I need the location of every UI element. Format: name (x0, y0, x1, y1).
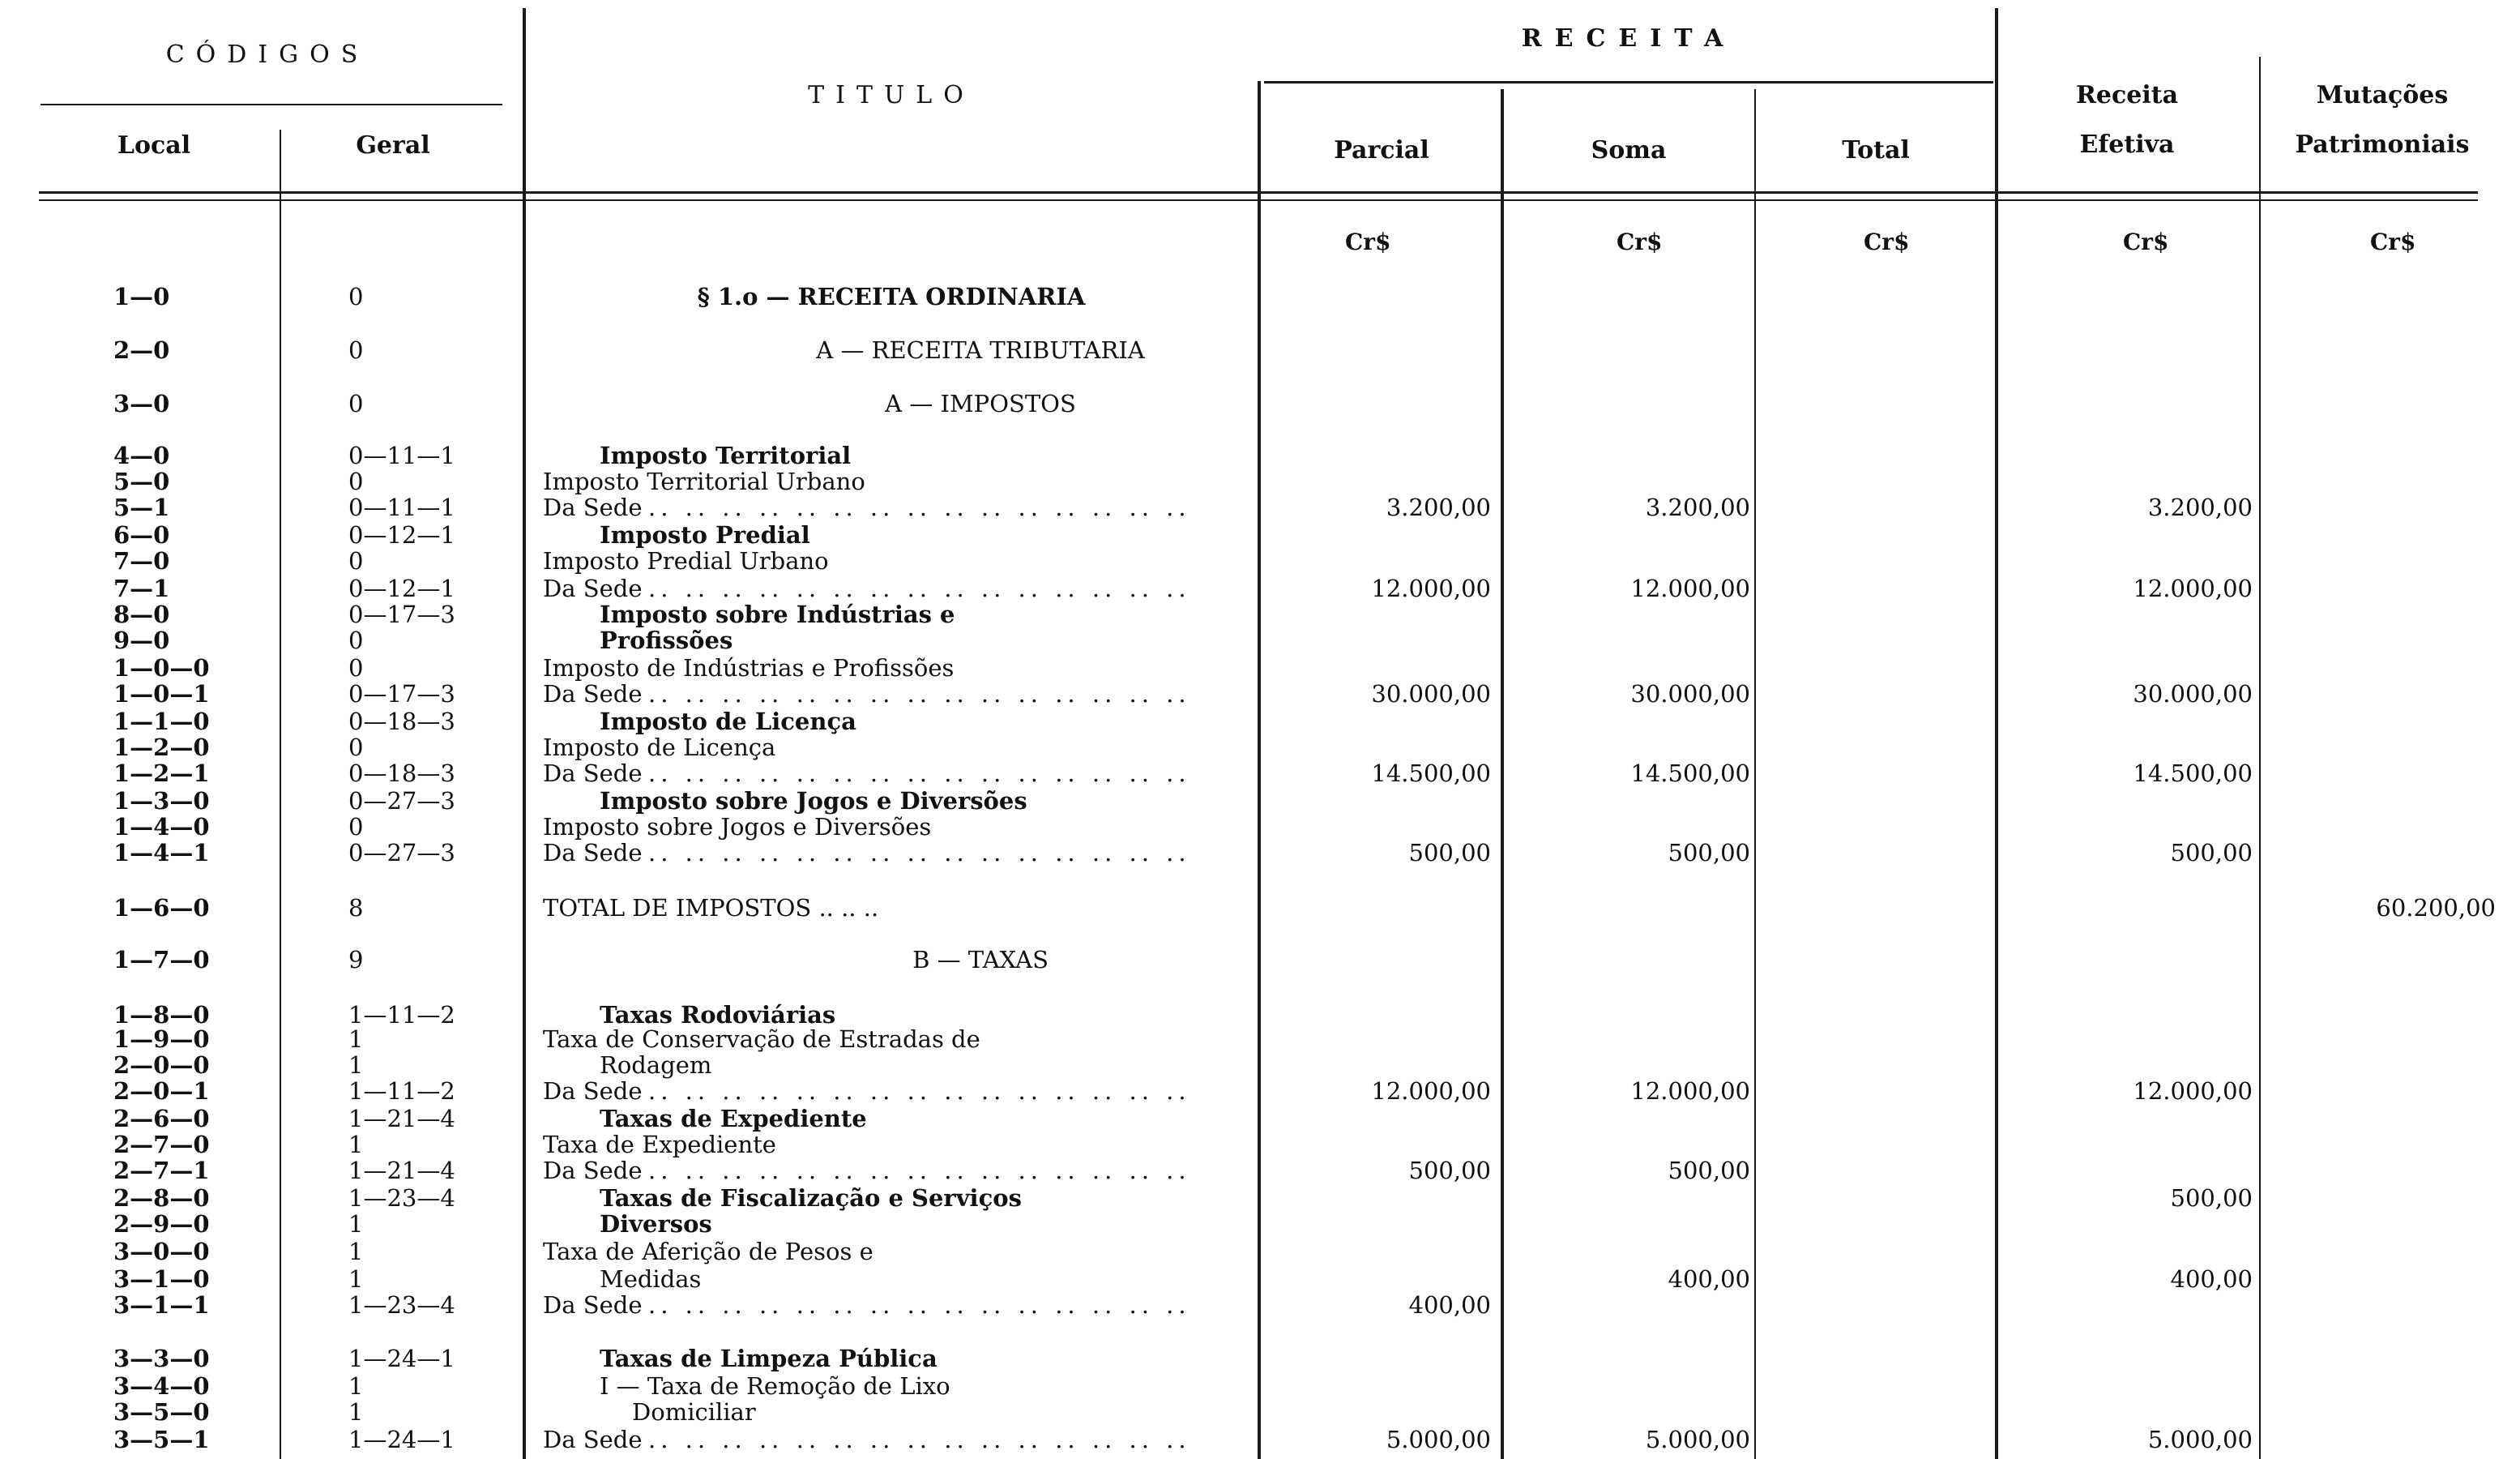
header-local: Local (117, 131, 191, 160)
code-local: 1—9—0 (113, 1025, 210, 1053)
row-title: Da Sede (543, 759, 643, 787)
header-titulo: TITULO (808, 81, 975, 109)
row-title: Taxas de Fiscalização e Serviços (600, 1184, 1022, 1212)
value-parcial: 500,00 (1408, 839, 1491, 866)
row-title: Imposto sobre Indústrias e (600, 601, 955, 628)
row-title: TOTAL DE IMPOSTOS .. .. .. (543, 894, 879, 922)
table-row (0, 840, 2520, 866)
code-geral: 0—27—3 (348, 787, 455, 815)
currency-soma: Cr$ (1617, 229, 1663, 255)
table-row (0, 1078, 2520, 1104)
table-row (0, 895, 2520, 921)
row-title: Imposto Territorial Urbano (543, 468, 865, 495)
row-title: Da Sede (543, 1291, 643, 1319)
row-title: I — Taxa de Remoção de Lixo (600, 1372, 950, 1400)
table-row (0, 1239, 2520, 1264)
value-receita-efetiva: 12.000,00 (2133, 1077, 2253, 1105)
table-row (0, 469, 2520, 494)
value-receita-efetiva: 3.200,00 (2147, 494, 2253, 521)
code-geral: 1 (348, 1131, 364, 1158)
header-receita-efetiva (2001, 81, 2253, 159)
header-receita: RECEITA (1521, 24, 1736, 53)
row-title: Imposto de Indústrias e Profissões (543, 654, 955, 682)
code-geral: 1 (348, 1372, 364, 1400)
code-local: 2—9—0 (113, 1210, 210, 1238)
code-local: 1—0—0 (113, 654, 210, 682)
table-row (0, 494, 2520, 520)
header-parcial: Parcial (1334, 136, 1429, 165)
code-geral: 1 (348, 1051, 364, 1079)
table-row (0, 760, 2520, 786)
table-row (0, 1266, 2520, 1292)
code-geral: 1—23—4 (348, 1184, 455, 1212)
code-geral: 1—11—2 (348, 1077, 455, 1105)
table-row (0, 1157, 2520, 1183)
value-receita-efetiva: 400,00 (2170, 1265, 2253, 1293)
leader-dots: .. .. .. .. .. .. .. .. .. .. .. .. .. .. .. (648, 494, 1191, 521)
table-row (0, 734, 2520, 760)
code-geral: 0 (348, 627, 364, 654)
table-row (0, 1132, 2520, 1157)
value-receita-efetiva: 500,00 (2170, 839, 2253, 866)
code-local: 8—0 (113, 601, 170, 628)
row-title: Taxas de Expediente (600, 1105, 867, 1132)
table-row (0, 1427, 2520, 1453)
code-geral: 0—11—1 (348, 494, 455, 521)
table-row (0, 337, 2520, 363)
code-local: 3—0 (113, 390, 170, 417)
code-local: 3—5—0 (113, 1398, 210, 1426)
row-title: Imposto Territorial (600, 442, 852, 469)
row-title: Da Sede (543, 1157, 643, 1184)
leader-dots: .. .. .. .. .. .. .. .. .. .. .. .. .. .. .. (648, 839, 1191, 866)
row-title: Da Sede (543, 1077, 643, 1105)
code-local: 7—1 (113, 575, 170, 602)
value-soma: 400,00 (1668, 1265, 1750, 1293)
table-row (0, 708, 2520, 734)
code-local: 3—0—0 (113, 1238, 210, 1265)
row-title: Imposto de Licença (600, 708, 856, 735)
code-local: 1—4—0 (113, 813, 210, 841)
value-soma: 500,00 (1668, 839, 1750, 866)
value-soma: 3.200,00 (1645, 494, 1750, 521)
table-row (0, 522, 2520, 548)
table-row (0, 1026, 2520, 1052)
table-row (0, 947, 2520, 973)
value-receita-efetiva: 30.000,00 (2133, 680, 2253, 708)
code-local: 2—7—1 (113, 1157, 210, 1184)
table-row (0, 814, 2520, 840)
code-geral: 1 (348, 1238, 364, 1265)
leader-dots: .. .. .. .. .. .. .. .. .. .. .. .. .. .. .. (648, 1291, 1191, 1319)
code-geral: 0 (348, 468, 364, 495)
leader-dots: .. .. .. .. .. .. .. .. .. .. .. .. .. .. .. (648, 575, 1191, 602)
code-local: 5—0 (113, 468, 170, 495)
value-parcial: 3.200,00 (1386, 494, 1491, 521)
row-title: § 1.o — RECEITA ORDINARIA (697, 283, 1086, 310)
value-soma: 12.000,00 (1630, 1077, 1750, 1105)
row-title: Da Sede (543, 1426, 643, 1453)
value-soma: 12.000,00 (1630, 575, 1750, 602)
code-local: 9—0 (113, 627, 170, 654)
code-local: 2—8—0 (113, 1184, 210, 1212)
value-parcial: 5.000,00 (1386, 1426, 1491, 1453)
code-geral: 1 (348, 1265, 364, 1293)
table-row (0, 1292, 2520, 1318)
code-local: 1—8—0 (113, 1001, 210, 1029)
table-row (0, 1002, 2520, 1028)
code-geral: 1 (348, 1210, 364, 1238)
code-geral: 1 (348, 1025, 364, 1053)
currency-efetiva: Cr$ (2123, 229, 2169, 255)
header-receita-efetiva-line1: Receita (2075, 81, 2179, 109)
code-local: 2—7—0 (113, 1131, 210, 1158)
code-local: 1—4—1 (113, 839, 210, 866)
table-row (0, 548, 2520, 574)
code-local: 6—0 (113, 521, 170, 549)
code-geral: 0 (348, 283, 364, 310)
code-local: 3—3—0 (113, 1345, 210, 1372)
value-soma: 30.000,00 (1630, 680, 1750, 708)
header-receita-efetiva-line2: Efetiva (2079, 130, 2175, 159)
table-row (0, 601, 2520, 627)
value-soma: 5.000,00 (1645, 1426, 1750, 1453)
table-row (0, 1399, 2520, 1425)
rule-codigos (41, 104, 502, 105)
value-parcial: 12.000,00 (1371, 575, 1491, 602)
value-parcial: 400,00 (1408, 1291, 1491, 1319)
code-geral: 1—24—1 (348, 1426, 455, 1453)
table-row (0, 1052, 2520, 1078)
value-parcial: 30.000,00 (1371, 680, 1491, 708)
code-geral: 0 (348, 813, 364, 841)
value-receita-efetiva: 12.000,00 (2133, 575, 2253, 602)
code-local: 2—6—0 (113, 1105, 210, 1132)
row-title: Taxas de Limpeza Pública (600, 1345, 938, 1372)
table-row (0, 1373, 2520, 1399)
row-title: Imposto sobre Jogos e Diversões (600, 787, 1027, 815)
currency-mutacoes: Cr$ (2370, 229, 2416, 255)
code-local: 1—0 (113, 283, 170, 310)
code-geral: 0—27—3 (348, 839, 455, 866)
table-row (0, 1106, 2520, 1132)
code-geral: 0—12—1 (348, 521, 455, 549)
leader-dots: .. .. .. .. .. .. .. .. .. .. .. .. .. .. .. (648, 1157, 1191, 1184)
code-local: 1—0—1 (113, 680, 210, 708)
code-local: 1—6—0 (113, 894, 210, 922)
row-title: A — RECEITA TRIBUTARIA (816, 336, 1145, 364)
code-geral: 0—18—3 (348, 759, 455, 787)
code-geral: 0—18—3 (348, 708, 455, 735)
row-title: Medidas (600, 1265, 702, 1293)
code-geral: 1 (348, 1398, 364, 1426)
code-geral: 1—23—4 (348, 1291, 455, 1319)
table-row (0, 655, 2520, 681)
row-title: Profissões (600, 627, 733, 654)
code-geral: 0—12—1 (348, 575, 455, 602)
value-soma: 14.500,00 (1630, 759, 1750, 787)
value-receita-efetiva: 5.000,00 (2147, 1426, 2253, 1453)
code-geral: 1—11—2 (348, 1001, 455, 1029)
row-title: Taxa de Expediente (543, 1131, 776, 1158)
table-row (0, 1211, 2520, 1237)
currency-total: Cr$ (1864, 229, 1910, 255)
row-title: Domiciliar (632, 1398, 756, 1426)
row-title: Diversos (600, 1210, 712, 1238)
table-row (0, 575, 2520, 601)
header-geral: Geral (356, 131, 430, 160)
code-geral: 1—24—1 (348, 1345, 455, 1372)
row-title: Imposto Predial (600, 521, 810, 549)
row-title: Imposto de Licença (543, 734, 776, 761)
currency-parcial: Cr$ (1345, 229, 1391, 255)
code-local: 7—0 (113, 547, 170, 575)
table-row (0, 627, 2520, 653)
table-row (0, 284, 2520, 310)
value-parcial: 14.500,00 (1371, 759, 1491, 787)
code-geral: 0 (348, 734, 364, 761)
code-local: 3—4—0 (113, 1372, 210, 1400)
table-row (0, 1185, 2520, 1211)
leader-dots: .. .. .. .. .. .. .. .. .. .. .. .. .. .. .. (648, 680, 1191, 708)
header-mutacoes-line2: Patrimoniais (2295, 130, 2470, 159)
code-local: 3—1—1 (113, 1291, 210, 1319)
row-title: Rodagem (600, 1051, 712, 1079)
row-title: B — TAXAS (912, 946, 1049, 973)
value-receita-efetiva: 14.500,00 (2133, 759, 2253, 787)
code-local: 1—2—0 (113, 734, 210, 761)
code-geral: 1—21—4 (348, 1157, 455, 1184)
row-title: Taxa de Conservação de Estradas de (543, 1025, 980, 1053)
header-mutacoes-line1: Mutações (2316, 81, 2449, 109)
code-local: 2—0—1 (113, 1077, 210, 1105)
code-geral: 0 (348, 390, 364, 417)
row-title: Da Sede (543, 839, 643, 866)
row-title: Taxas Rodoviárias (600, 1001, 836, 1029)
header-mutacoes (2261, 81, 2504, 159)
row-title: Taxa de Aferição de Pesos e (543, 1238, 873, 1265)
leader-dots: .. .. .. .. .. .. .. .. .. .. .. .. .. .. .. (648, 1077, 1191, 1105)
header-total: Total (1842, 136, 1910, 165)
row-title: Da Sede (543, 575, 643, 602)
table-row (0, 391, 2520, 417)
code-geral: 0—17—3 (348, 601, 455, 628)
code-geral: 0—11—1 (348, 442, 455, 469)
value-parcial: 500,00 (1408, 1157, 1491, 1184)
rule-receita (1264, 81, 1993, 83)
code-geral: 9 (348, 946, 364, 973)
header-soma: Soma (1591, 136, 1667, 165)
table-row (0, 443, 2520, 469)
code-geral: 1—21—4 (348, 1105, 455, 1132)
code-local: 1—3—0 (113, 787, 210, 815)
code-geral: 0 (348, 654, 364, 682)
row-title: Da Sede (543, 680, 643, 708)
code-local: 2—0 (113, 336, 170, 364)
code-local: 4—0 (113, 442, 170, 469)
code-local: 3—1—0 (113, 1265, 210, 1293)
code-geral: 8 (348, 894, 364, 922)
row-title: Imposto sobre Jogos e Diversões (543, 813, 932, 841)
code-local: 1—7—0 (113, 946, 210, 973)
leader-dots: .. .. .. .. .. .. .. .. .. .. .. .. .. .. .. (648, 759, 1191, 787)
code-local: 5—1 (113, 494, 170, 521)
value-receita-efetiva: 500,00 (2170, 1184, 2253, 1212)
table-row (0, 1346, 2520, 1371)
value-soma: 500,00 (1668, 1157, 1750, 1184)
code-local: 1—1—0 (113, 708, 210, 735)
row-title: Imposto Predial Urbano (543, 547, 829, 575)
row-title: A — IMPOSTOS (885, 390, 1076, 417)
value-parcial: 12.000,00 (1371, 1077, 1491, 1105)
code-local: 1—2—1 (113, 759, 210, 787)
code-local: 3—5—1 (113, 1426, 210, 1453)
leader-dots: .. .. .. .. .. .. .. .. .. .. .. .. .. .. .. (648, 1426, 1191, 1453)
header-codigos: CÓDIGOS (165, 41, 369, 69)
table-row (0, 788, 2520, 814)
code-geral: 0 (348, 547, 364, 575)
code-local: 2—0—0 (113, 1051, 210, 1079)
value-mutacoes: 60.200,00 (2376, 894, 2496, 922)
code-geral: 0—17—3 (348, 680, 455, 708)
table-row (0, 681, 2520, 707)
row-title: Da Sede (543, 494, 643, 521)
code-geral: 0 (348, 336, 364, 364)
